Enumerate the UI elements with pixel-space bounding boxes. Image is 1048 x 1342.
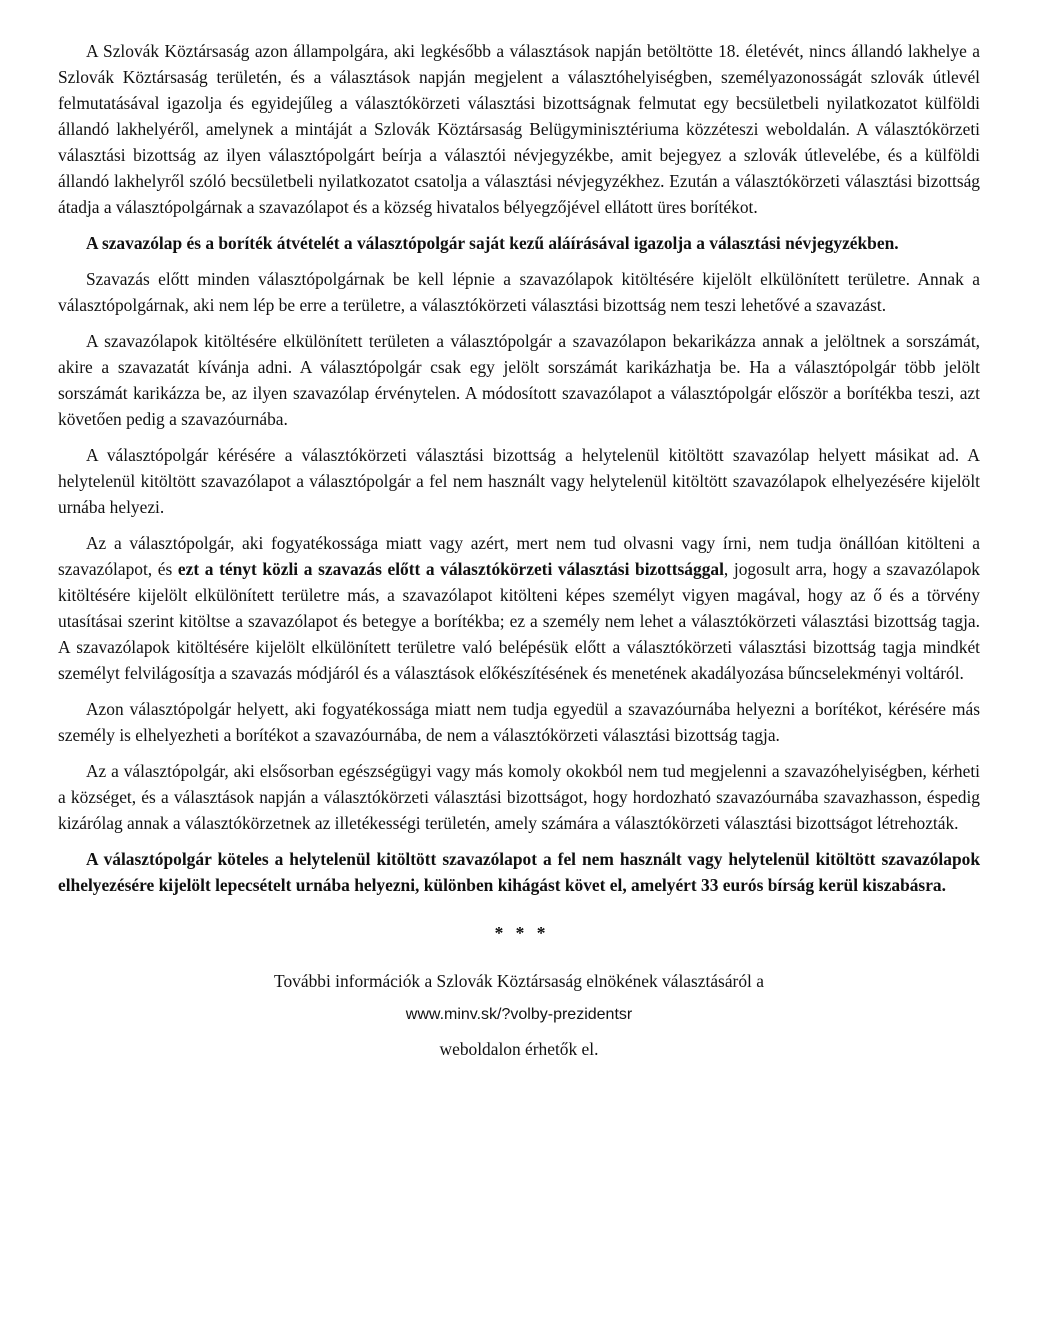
bold-text-segment: A szavazólap és a boríték átvételét a választópolgár saját kezű aláírásával igazolja a választási névjegyzékben. [86,233,899,253]
paragraph [58,38,980,220]
paragraph [58,328,980,432]
text-segment: Az a választópolgár, aki fogyatékossága miatt vagy azért, mert nem tud olvasni vagy írni, nem tudja önállóan kitölteni a szavazólapot, és [58,533,980,579]
text-segment: A szavazólapok kitöltésére elkülönített területen a választópolgár a szavazólapon bekarikázza annak a jelöltnek a sorszámát, akire a szavazatát kívánja adni. A választópolgár csak egy jelölt sorszámát karikázhatja be. Ha a választópolgár több jelölt sorszámát karikázza be, az ilyen szavazólap érvénytelen. A módosított szavazólapot a választópolgár először a borítékba teszi, azt követően pedig a szavazóurnába. [58,331,980,429]
document-page [58,38,980,1066]
text-segment: Szavazás előtt minden választópolgárnak be kell lépnie a szavazólapok kitöltésére kijelölt elkülönített területre. Annak a választópolgárnak, aki nem lép be erre a területre, a választókörzeti választási bizottság nem teszi lehetővé a szavazást. [58,269,980,315]
text-segment: A választópolgár kérésére a választókörzeti választási bizottság a helytelenül kitöltött szavazólap helyett másikat ad. A helytelenül kitöltött szavazólapot a választópolgár a fel nem használt vagy helytelenül kitöltött szavazólapok elhelyezésére kijelölt urnába helyezi. [58,445,980,517]
footer-url: www.minv.sk/?volby-prezidentsr [405,1006,633,1023]
paragraph [58,846,980,898]
text-segment: A Szlovák Köztársaság azon állampolgára, aki legkésőbb a választások napján betöltötte 18. életévét, nincs állandó lakhelye a Szlovák Köztársaság területén, és a választások napján megjelent a választóhelyiségben, személyazonosságát szlovák útlevél felmutatásával igazolja és egyidejűleg a választókörzeti választási bizottságnak felmutat egy becsületbeli nyilatkozatot külföldi állandó lakhelyéről, amelynek a mintáját a Szlovák Köztársaság Belügyminisztériuma közzéteszi weboldalán. A választókörzeti választási bizottság az ilyen választópolgárt beírja a választói névjegyzékbe, amit bejegyez a szlovák útlevelébe, és a külföldi állandó lakhelyről szóló becsületbeli nyilatkozatot csatolja a választási névjegyzékhez. Ezután a választókörzeti választási bizottság átadja a választópolgárnak a szavazólapot és a község hivatalos bélyegzőjével ellátott üres borítékot. [58,41,980,217]
paragraph [58,530,980,686]
text-segment: Azon választópolgár helyett, aki fogyatékossága miatt nem tudja egyedül a szavazóurnába helyezni a borítékot, kérésére más személy is elhelyezheti a borítékot a szavazóurnába, de nem a választókörzeti választási bizottság tagja. [58,699,980,745]
text-segment: , jogosult arra, hogy a szavazólapok kitöltésére kijelölt elkülönített területre más, a szavazólapot kitölteni képes személyt vigyen magával, hogy az ő és a törvény utasításai szerint kitöltse a szavazólapot és betegye a borítékba; ez a személy nem lehet a választókörzeti választási bizottság tagja. A szavazólapok kitöltésére kijelölt elkülönített területre való belépésük előtt a választókörzeti választási bizottság tagja mindkét személyt felvilágosítja a szavazás módjáról és a választások előkészítésének és menetének akadályozása bűncselekményi voltáról. [58,559,980,683]
paragraph [58,230,980,256]
paragraph [58,266,980,318]
bold-text-segment: ezt a tényt közli a szavazás előtt a választókörzeti választási bizottsággal [177,559,724,579]
text-segment: Az a választópolgár, aki elsősorban egészségügyi vagy más komoly okokból nem tud megjelenni a szavazóhelyiségben, kérheti a községet, és a választások napján a választókörzeti választási bizottságot, hogy hordozható szavazóurnába szavazhasson, éspedig kizárólag annak a választókörzetnek az illetékességi területén, amely számára a választókörzeti választási bizottságot létrehozták. [58,761,980,833]
paragraph [58,758,980,836]
paragraph [58,442,980,520]
footer-info-line: További információk a Szlovák Köztársaság elnökének választásáról a [274,971,764,991]
section-separator: * * * [494,923,550,943]
footer-website-line: weboldalon érhetők el. [439,1039,599,1059]
bold-text-segment: A választópolgár köteles a helytelenül kitöltött szavazólapot a fel nem használt vagy helytelenül kitöltött szavazólapok elhelyezésére kijelölt lepecsételt urnába helyezni, különben kihágást követ el, amelyért 33 eurós bírság kerül kiszabásra. [58,849,980,895]
paragraph [58,696,980,748]
document-body [58,38,980,898]
